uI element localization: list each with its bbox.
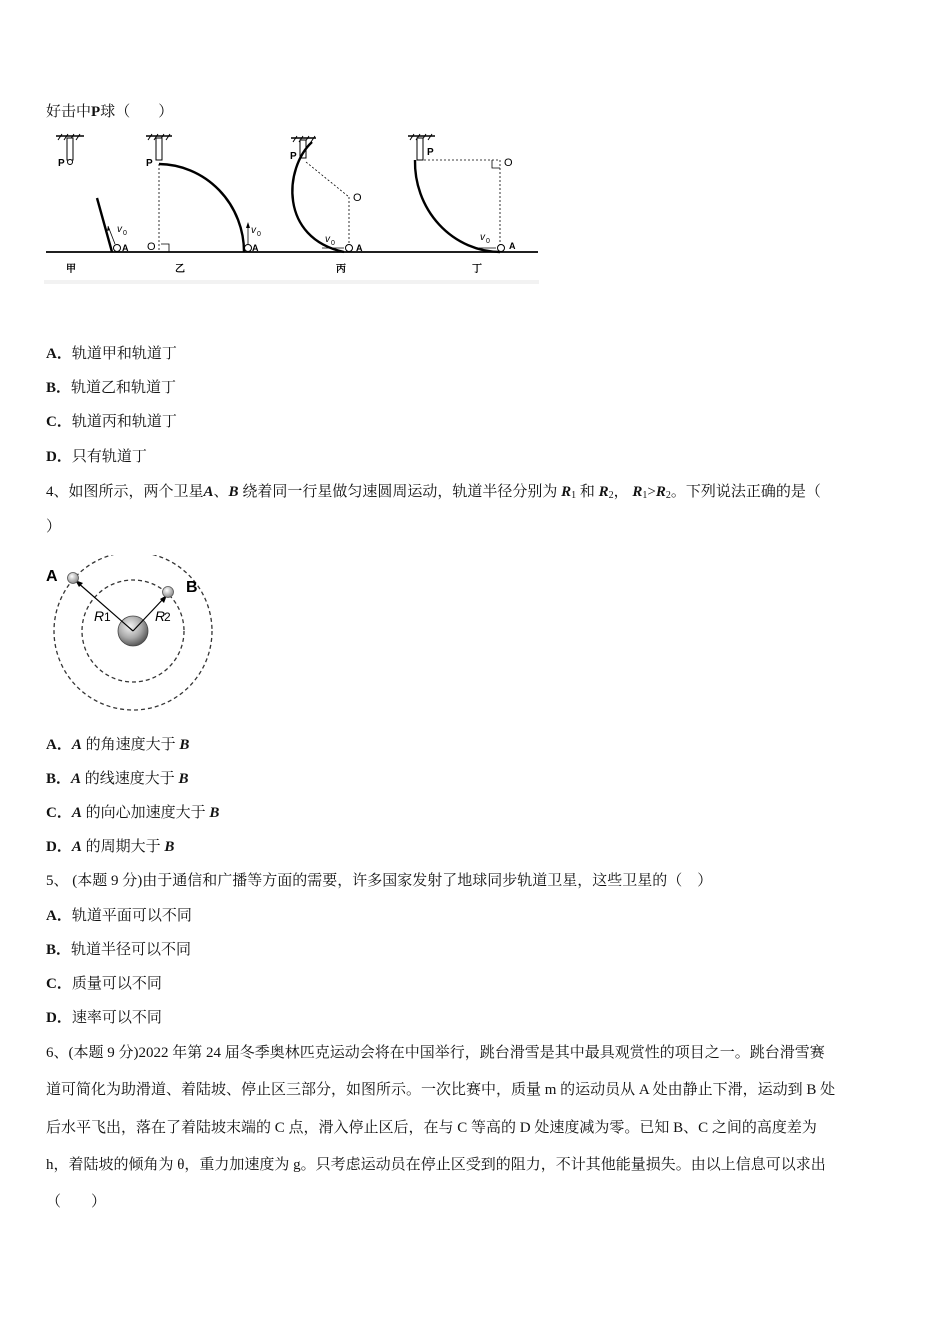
- svg-text:P: P: [146, 158, 153, 169]
- q4-sep: 、: [213, 484, 229, 500]
- q4-r2b: R: [655, 484, 666, 500]
- option-letter: A．: [46, 737, 72, 753]
- svg-text:P: P: [427, 147, 434, 158]
- option-object: B: [209, 805, 220, 821]
- option-text: 轨道甲和轨道丁: [71, 346, 177, 362]
- svg-text:0: 0: [257, 231, 261, 238]
- svg-text:P: P: [58, 158, 65, 169]
- option-text: 的周期大于: [81, 839, 165, 855]
- option-letter: A．: [46, 908, 72, 924]
- q3-stem-tail: [46, 102, 173, 122]
- q4-stem-text3: 。下列说法正确的是（: [670, 484, 821, 500]
- svg-text:v: v: [325, 234, 330, 245]
- option-text: 质量可以不同: [71, 976, 162, 992]
- q6-line-4: [46, 1155, 826, 1175]
- option-text: 速率可以不同: [71, 1010, 162, 1026]
- q4-option-b: [46, 769, 189, 789]
- option-object: B: [179, 737, 190, 753]
- option-object: B: [178, 771, 189, 787]
- q3-option-a: [46, 344, 177, 364]
- option-subject: A: [71, 805, 82, 821]
- q4-r1-sub: 1: [571, 490, 577, 501]
- option-text: 轨道丙和轨道丁: [71, 414, 177, 430]
- svg-text:2: 2: [164, 610, 171, 624]
- q4-option-d: [46, 837, 174, 857]
- orbit-figure: [40, 555, 230, 720]
- svg-text:A: A: [122, 243, 129, 253]
- option-letter: B．: [46, 771, 72, 787]
- q4-close-paren: ）: [46, 519, 62, 535]
- svg-text:O: O: [147, 241, 156, 253]
- svg-text:v: v: [251, 225, 256, 236]
- q5-option-b: [46, 940, 191, 960]
- svg-text:0: 0: [123, 230, 127, 237]
- q4-stem: [46, 482, 821, 506]
- svg-text:0: 0: [486, 238, 490, 245]
- q4-comma: ，: [613, 484, 629, 500]
- option-letter: C．: [46, 976, 72, 992]
- q4-gt: >: [647, 484, 656, 500]
- track-yi: [146, 134, 261, 275]
- q6-text: 6、(本题 9 分)2022 年第 24 届冬季奥林匹克运动会将在中国举行，跳台滑雪是其中最具观赏性的项目之一。跳台滑雪赛: [46, 1045, 825, 1061]
- option-letter: B．: [46, 380, 72, 396]
- q4-option-c: [46, 803, 219, 823]
- option-letter: A．: [46, 346, 72, 362]
- option-letter: D．: [46, 1010, 72, 1026]
- option-subject: A: [71, 737, 82, 753]
- q4-stem-text: 4、如图所示，两个卫星: [46, 484, 204, 500]
- q6-line-5: [46, 1192, 106, 1212]
- q5-stem-text: 5、 (本题 9 分)由于通信和广播等方面的需要，许多国家发射了地球同步轨道卫星，这些卫星的（ ）: [46, 873, 713, 889]
- q6-text: h，着陆坡的倾角为 θ，重力加速度为 g。只考虑运动员在停止区受到的阻力，不计其他能量损失。由以上信息可以求出: [46, 1157, 826, 1173]
- option-letter: D．: [46, 839, 72, 855]
- q6-text: 道可简化为助滑道、着陆坡、停止区三部分，如图所示。一次比赛中，质量 m 的运动员从 A 处由静止下滑，运动到 B 处: [46, 1082, 836, 1098]
- option-subject: A: [71, 839, 82, 855]
- track-bing: [290, 136, 363, 275]
- q4-and: 和: [576, 484, 599, 500]
- svg-text:甲: 甲: [66, 264, 76, 275]
- q3-tail-text: 好击中: [46, 104, 92, 120]
- q3-option-b: [46, 378, 176, 398]
- svg-text:R: R: [94, 608, 105, 624]
- svg-text:A: A: [509, 241, 516, 251]
- q4-r1: R: [561, 484, 572, 500]
- svg-text:A: A: [252, 243, 259, 253]
- q6-text: 后水平飞出，落在了着陆坡末端的 C 点，滑入停止区后，在与 C 等高的 D 处速度减为零。已知 B、C 之间的高度差为: [46, 1120, 817, 1136]
- q6-line-3: [46, 1118, 817, 1138]
- option-text: 轨道半径可以不同: [71, 942, 192, 958]
- q5-option-a: [46, 906, 192, 926]
- track-figure: [44, 128, 544, 288]
- option-subject: A: [71, 771, 82, 787]
- q4-r1b: R: [632, 484, 643, 500]
- q4-r2b-sub: 2: [665, 490, 671, 501]
- svg-text:0: 0: [331, 240, 335, 247]
- option-text: 的向心加速度大于: [81, 805, 210, 821]
- q4-r1b-sub: 1: [642, 490, 648, 501]
- q4-stem-text2: 绕着同一行星做匀速圆周运动，轨道半径分别为: [238, 484, 558, 500]
- svg-text:O: O: [353, 192, 362, 204]
- q4-sat-b: B: [228, 484, 239, 500]
- svg-text:乙: 乙: [175, 264, 185, 275]
- svg-text:丙: 丙: [336, 264, 346, 275]
- option-text: 只有轨道丁: [71, 449, 147, 465]
- option-object: B: [164, 839, 175, 855]
- q6-line-2: [46, 1080, 835, 1100]
- svg-text:v: v: [117, 224, 122, 235]
- q4-r2-sub: 2: [608, 490, 614, 501]
- svg-text:R: R: [155, 608, 166, 624]
- option-letter: B．: [46, 942, 72, 958]
- q3-option-d: [46, 447, 147, 467]
- q3-tail-close: ）: [158, 104, 174, 120]
- q4-r2: R: [598, 484, 609, 500]
- svg-text:B: B: [186, 579, 198, 596]
- q5-stem: [46, 871, 712, 891]
- option-text: 轨道乙和轨道丁: [71, 380, 177, 396]
- q3-tail-p: P: [91, 104, 101, 120]
- q4-stem-close: [46, 517, 61, 537]
- option-text: 的线速度大于: [81, 771, 179, 787]
- track-ding: [408, 134, 516, 275]
- q4-option-a: [46, 735, 189, 755]
- svg-text:丁: 丁: [472, 264, 482, 275]
- svg-text:1: 1: [104, 610, 111, 624]
- svg-text:A: A: [46, 568, 58, 585]
- q4-sat-a: A: [203, 484, 214, 500]
- q3-tail-text2: 球（: [100, 104, 131, 120]
- option-text: 轨道平面可以不同: [71, 908, 192, 924]
- svg-text:v: v: [480, 232, 485, 243]
- option-letter: C．: [46, 805, 72, 821]
- option-letter: C．: [46, 414, 72, 430]
- svg-text:P: P: [290, 151, 297, 162]
- q5-option-d: [46, 1008, 162, 1028]
- option-text: 的角速度大于: [81, 737, 180, 753]
- svg-text:A: A: [356, 243, 363, 253]
- svg-text:O: O: [504, 157, 513, 169]
- q6-line-1: [46, 1043, 825, 1063]
- q3-option-c: [46, 412, 177, 432]
- track-jia: [56, 134, 129, 275]
- option-letter: D．: [46, 449, 72, 465]
- q5-option-c: [46, 974, 162, 994]
- q6-answer-paren: （ ）: [46, 1194, 107, 1210]
